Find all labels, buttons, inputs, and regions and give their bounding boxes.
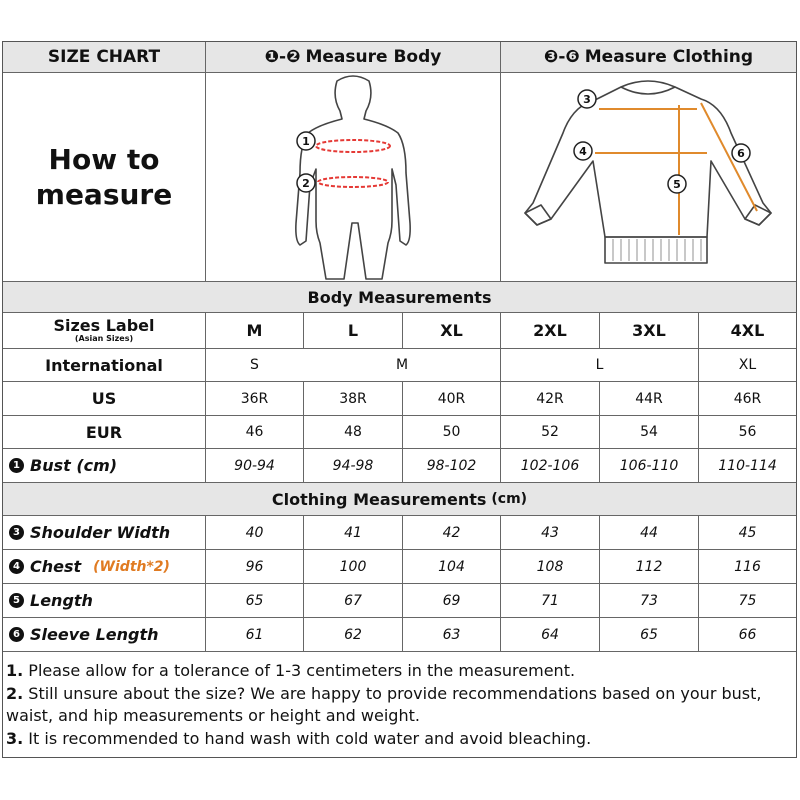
measure-clothing-title: Measure Clothing [584, 47, 754, 67]
chest-value: 108 [536, 558, 564, 575]
shoulder-width-label: Shoulder Width [30, 523, 171, 542]
shoulder-width-value: 44 [640, 524, 658, 541]
us-value: 44R [635, 390, 663, 407]
size-header-m: M [246, 321, 263, 340]
length-label-cell [3, 584, 205, 617]
svg-text:3: 3 [583, 93, 591, 106]
marker-4-badge-icon: 4 [9, 559, 24, 574]
svg-text:5: 5 [673, 178, 681, 191]
international-xl: XL [738, 357, 757, 373]
international-label: International [45, 355, 163, 375]
clothing-measurements-title: Clothing Measurements [271, 489, 487, 509]
chest-value: 104 [438, 558, 465, 575]
chest-value: 112 [635, 558, 663, 575]
shoulder-width-value: 45 [738, 524, 757, 541]
clothing-measure-lines [595, 103, 757, 235]
body-figure-illustration [206, 73, 500, 281]
length-value: 75 [738, 592, 757, 609]
sizes-sublabel: (Asian Sizes) [74, 334, 134, 343]
measure-clothing-header [501, 42, 796, 72]
clothing-measurements-title-row [3, 483, 796, 515]
eur-value: 48 [344, 424, 362, 440]
size-chart-title: SIZE CHART [47, 47, 161, 67]
chest-label-cell [3, 550, 205, 583]
measure-body-prefix: ❶-❷ [264, 47, 301, 67]
marker-6-icon [732, 144, 750, 162]
shoulder-width-label-cell [3, 516, 205, 549]
marker-1-icon [297, 132, 315, 150]
bust-value: 106-110 [619, 457, 679, 474]
bust-value: 94-98 [332, 457, 374, 474]
chest-label: Chest [30, 557, 82, 576]
sizes-label-cell [3, 313, 205, 348]
length-value: 69 [442, 592, 461, 609]
svg-text:6: 6 [737, 147, 745, 160]
bust-value: 102-106 [520, 457, 580, 474]
eur-value: 54 [640, 424, 658, 440]
us-value: 40R [437, 390, 466, 407]
shoulder-width-value: 40 [245, 524, 264, 541]
waist-line [318, 177, 388, 187]
sleeve-length-value: 66 [738, 626, 757, 643]
eur-value: 46 [245, 424, 264, 440]
chest-value: 116 [734, 558, 761, 575]
bust-value: 90-94 [234, 457, 275, 474]
body-diagram-cell [206, 73, 500, 281]
measure-body-header [206, 42, 500, 72]
chest-note: (Width*2) [93, 558, 170, 575]
sleeve-length-value: 61 [245, 626, 264, 643]
marker-2-icon [297, 174, 315, 192]
body-measurements-title: Body Measurements [307, 287, 492, 307]
us-label: US [91, 389, 117, 408]
shoulder-width-value: 43 [541, 524, 559, 541]
bust-label-cell [3, 449, 205, 482]
notes-section [6, 660, 786, 750]
eur-value: 52 [541, 424, 559, 440]
shoulder-width-value: 41 [344, 524, 362, 541]
marker-1-badge-icon: 1 [9, 458, 24, 473]
sleeve-length-value: 63 [442, 626, 461, 643]
marker-5-icon [668, 175, 686, 193]
eur-value: 50 [442, 424, 461, 440]
note-item: 1. Please allow for a tolerance of 1-3 centimeters in the measurement. [6, 661, 576, 680]
length-value: 65 [245, 592, 264, 609]
marker-3-badge-icon: 3 [9, 525, 24, 540]
sleeve-length-label: Sleeve Length [30, 625, 159, 644]
marker-6-badge-icon: 6 [9, 627, 24, 642]
how-to-measure-label: How to measure [35, 143, 173, 211]
length-value: 73 [640, 592, 658, 609]
sleeve-length-value: 62 [344, 626, 362, 643]
bust-label: Bust (cm) [30, 456, 118, 475]
bust-value: 98-102 [426, 457, 477, 474]
size-chart-header [3, 42, 205, 72]
bust-line [316, 140, 390, 152]
us-value: 38R [339, 390, 367, 407]
svg-text:1: 1 [302, 135, 310, 148]
note-item: 2. Still unsure about the size? We are happy to provide recommendations based on your bust, waist, and hip measurements or height and weight. [6, 683, 762, 725]
us-value: 36R [240, 390, 269, 407]
sweater-illustration [501, 73, 796, 281]
length-value: 71 [541, 592, 559, 609]
chest-value: 100 [339, 558, 367, 575]
international-s: S [250, 357, 259, 373]
eur-value: 56 [738, 424, 757, 440]
bust-value: 110-114 [718, 457, 777, 474]
clothing-measurements-unit: (cm) [491, 491, 528, 507]
international-l: L [595, 357, 604, 373]
size-header-3xl: 3XL [632, 321, 666, 340]
sleeve-length-value: 65 [640, 626, 658, 643]
size-header-2xl: 2XL [533, 321, 567, 340]
marker-4-icon [574, 142, 592, 160]
length-value: 67 [344, 592, 362, 609]
clothing-diagram-cell [501, 73, 796, 281]
size-header-xl: XL [440, 321, 463, 340]
size-header-l: L [347, 321, 359, 340]
us-value: 42R [536, 390, 564, 407]
us-value: 46R [733, 390, 762, 407]
measure-clothing-prefix: ❸-❻ [543, 47, 580, 67]
size-header-4xl: 4XL [730, 321, 765, 340]
chest-value: 96 [245, 558, 264, 575]
note-item: 3. It is recommended to hand wash with cold water and avoid bleaching. [6, 728, 592, 748]
length-label: Length [30, 591, 93, 610]
shoulder-width-value: 42 [442, 524, 461, 541]
sizes-label: Sizes Label [53, 316, 155, 335]
eur-label: EUR [85, 422, 123, 442]
sleeve-length-value: 64 [541, 626, 559, 643]
marker-3-icon [578, 90, 596, 108]
svg-text:4: 4 [579, 145, 587, 158]
international-m: M [395, 357, 409, 373]
marker-5-badge-icon: 5 [9, 593, 24, 608]
sleeve-length-label-cell [3, 618, 205, 651]
how-to-measure-cell [3, 73, 205, 281]
svg-text:2: 2 [302, 177, 310, 190]
body-measurements-title-row [3, 282, 796, 312]
measure-body-title: Measure Body [305, 47, 442, 67]
